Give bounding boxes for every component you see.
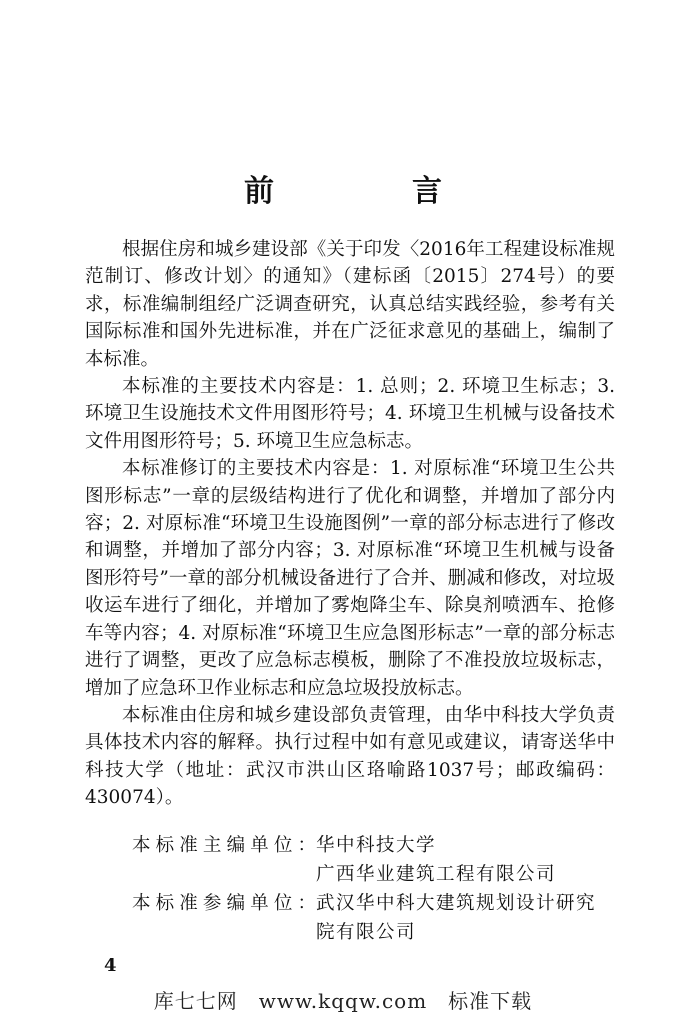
preface-body — [85, 236, 615, 812]
paragraph-management: 本标准由住房和城乡建设部负责管理，由华中科技大学负责具体技术内容的解释。执行过程中如有意见或建议，请寄送华中科技大学（地址：武汉市洪山区珞喻路1037号；邮政编码：430074）。 — [85, 704, 615, 809]
participating-editor-org: 武汉华中科大建筑规划设计研究 — [316, 893, 597, 914]
chief-editor-org: 华中科技大学 — [316, 835, 437, 856]
participating-editor-org: 院有限公司 — [316, 922, 417, 943]
chief-editors-list — [316, 831, 622, 889]
chief-editors-label: 本标准主编单位： — [132, 835, 316, 856]
paragraph-background: 根据住房和城乡建设部《关于印发〈2016年工程建设标准规范制订、修改计划〉的通知》（建标函〔2015〕274号）的要求，标准编制组经广泛调查研究，认真总结实践经验，参考有关国际标准和国外先进标准，并在广泛征求意见的基础上，编制了本标准。 — [85, 239, 615, 370]
chief-editors-row — [132, 831, 622, 889]
editor-organizations — [132, 831, 622, 947]
page-number: 4 — [104, 955, 117, 976]
page-title: 前 言 — [244, 174, 496, 209]
watermark-text: 库七七网 www.kqqw.com 标准下载 — [153, 989, 533, 1013]
participating-editors-label: 本标准参编单位： — [132, 893, 316, 914]
chief-editor-org: 广西华业建筑工程有限公司 — [316, 864, 557, 885]
paragraph-revisions: 本标准修订的主要技术内容是：1. 对原标准“环境卫生公共图形标志”一章的层级结构进行了优化和调整，并增加了部分内容；2. 对原标准“环境卫生设施图例”一章的部分标志进行了修改和调整，并增加了部分内容；3. 对原标准“环境卫生机械与设备图形符号”一章的部分机械设备进行了合并、删减和修改，对垃圾收运车进行了细化，并增加了雾炮降尘车、除臭剂喷洒车、抢修车等内容；4. 对原标准“环境卫生应急图形标志”一章的部分标志进行了调整，更改了应急标志模板，删除了不准投放垃圾标志，增加了应急环卫作业标志和应急垃圾投放标志。 — [85, 458, 615, 699]
participating-editors-row — [132, 889, 622, 947]
participating-editors-list — [316, 889, 622, 947]
paragraph-main-content: 本标准的主要技术内容是：1. 总则；2. 环境卫生标志；3. 环境卫生设施技术文件用图形符号；4. 环境卫生机械与设备技术文件用图形符号；5. 环境卫生应急标志。 — [85, 376, 615, 452]
